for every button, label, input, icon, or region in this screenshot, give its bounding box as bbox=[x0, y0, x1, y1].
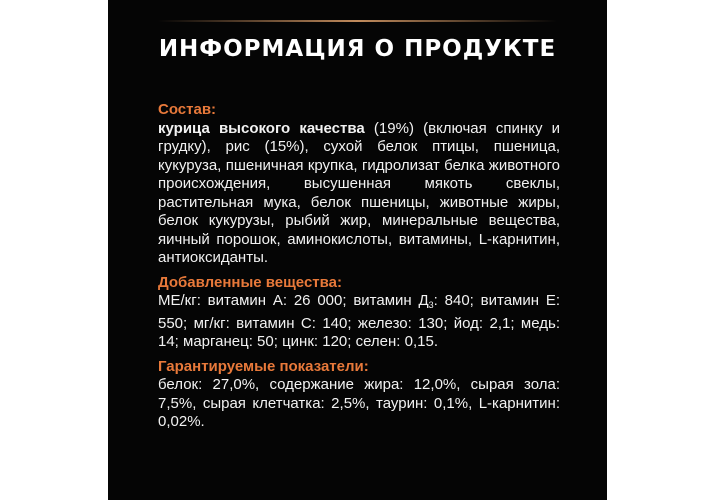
composition-text bbox=[158, 120, 560, 268]
guaranteed-heading: Гарантируемые показатели: bbox=[158, 357, 369, 375]
additives-section bbox=[158, 274, 560, 352]
additives-body-end: : 840; витамин Е: 550; мг/кг: витамин С: 140; железо: 130; йод: 2,1; медь: 14; марганец: 50; цинк: 120; селен: 0,15. bbox=[158, 292, 560, 350]
additives-body-start: МЕ/кг: витамин А: 26 000; витамин Д bbox=[158, 292, 429, 309]
decorative-top-line bbox=[158, 20, 557, 22]
additives-text bbox=[158, 292, 560, 352]
composition-lead: курица высокого качества bbox=[158, 119, 365, 137]
composition-body: (19%) (включая спинку и грудку), рис (15%), сухой белок птицы, пшеница, кукуруза, пшеничная крупка, гидролизат белка животного происхождения, высушенная мякоть свеклы, растительная мука, белок пшеницы, животные жиры, белок кукурузы, рыбий жир, минеральные вещества, яичный порошок, аминокислоты, витамины, L-карнитин, антиоксиданты. bbox=[158, 119, 560, 266]
page-title: ИНФОРМАЦИЯ О ПРОДУКТЕ bbox=[158, 36, 557, 62]
guaranteed-section bbox=[158, 358, 560, 432]
product-info-content bbox=[158, 101, 560, 438]
guaranteed-text: белок: 27,0%, содержание жира: 12,0%, сырая зола: 7,5%, сырая клетчатка: 2,5%, таурин: 0,1%, L-карнитин: 0,02%. bbox=[158, 376, 560, 430]
additives-heading: Добавленные вещества: bbox=[158, 273, 342, 291]
product-info-panel bbox=[108, 0, 607, 500]
composition-section bbox=[158, 101, 560, 268]
composition-heading: Состав: bbox=[158, 101, 217, 118]
vitamin-d-subscript: 3 bbox=[428, 300, 434, 310]
